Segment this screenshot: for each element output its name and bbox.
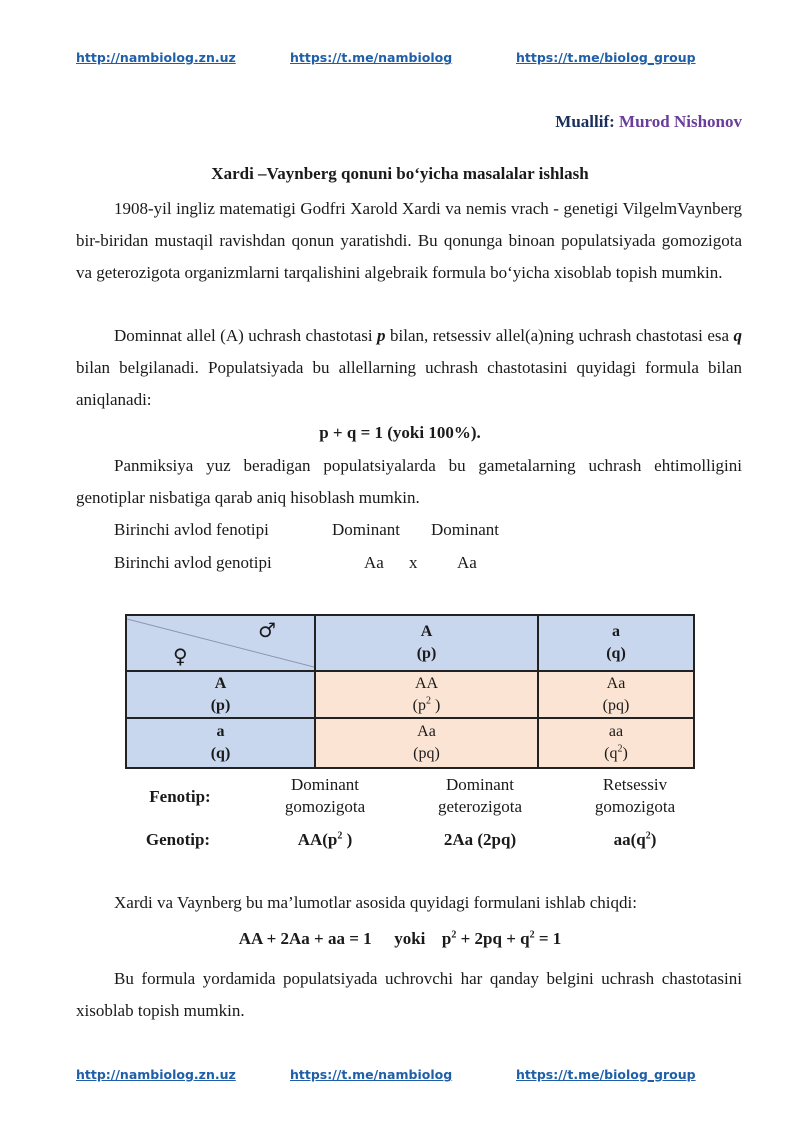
first-gen-genotype-2: Aa	[457, 553, 477, 572]
punnett-square	[125, 614, 695, 769]
summary-phenotype-3: Retsessiv gomozigota	[594, 775, 676, 816]
col-a-label: a	[612, 623, 620, 640]
author-name: Murod Nishonov	[619, 112, 742, 131]
cell-Aa-bottom	[315, 718, 538, 768]
summary-genotype-1: $AA(p^2$ )	[297, 830, 353, 849]
formula-frequency-sum: $p^2 + 2pq + q^2 = 1$	[441, 929, 562, 948]
row-a-label: a	[216, 723, 225, 740]
footer-link-telegram[interactable]: https://t.me/nambiolog	[290, 1067, 453, 1082]
paragraph-alleles	[76, 320, 742, 416]
summary-phenotype-2: Dominant geterozigota	[437, 775, 522, 816]
cell-Aa-top	[538, 671, 694, 718]
summary-genotype-3: $aa(q^2)$	[613, 830, 657, 849]
summary-fenotip-label: Fenotip:	[149, 787, 211, 806]
cell-Aa-bottom-genotype: Aa	[417, 723, 436, 740]
header-link-group[interactable]: https://t.me/biolog_group	[516, 50, 696, 65]
first-gen-genotype-label: Birinchi avlod genotipi	[114, 553, 272, 572]
cell-AA-genotype: AA	[414, 674, 439, 692]
row-header-a	[126, 718, 315, 768]
diagonal-line	[127, 617, 314, 669]
footer-link-group[interactable]: https://t.me/biolog_group	[516, 1067, 696, 1082]
cell-aa-genotype: aa	[608, 723, 624, 740]
cross-symbol: x	[409, 553, 418, 572]
paragraph-formula-intro-text: Xardi va Vaynberg bu ma’lumotlar asosida quyidagi formulani ishlab chiqdi:	[114, 893, 637, 912]
para2-text-c: bilan belgilanadi. Populatsiyada bu allellarning uchrash chastotasini quyidagi formula bilan aniqlanadi:	[76, 358, 742, 409]
formula-yoki: yoki	[394, 929, 426, 948]
row-header-A	[126, 671, 315, 718]
first-gen-phenotype-label: Birinchi avlod fenotipi	[114, 520, 269, 539]
summary-phenotype-1: Dominant gomozigota	[284, 775, 366, 816]
paragraph-formula-intro	[76, 887, 742, 919]
paragraph-panmixia-text: Panmiksiya yuz beradigan populatsiyalarda bu gametalarning uchrash ehtimolligini genotiplar nisbatiga qarab aniq hisoblash mumkin.	[76, 456, 742, 507]
page-title: Xardi –Vaynberg qonuni bo‘yicha masalalar ishlash	[211, 164, 589, 183]
female-icon: ♀	[173, 644, 188, 668]
col-A-label: A	[420, 623, 433, 640]
author-line	[555, 112, 742, 132]
formula-allele-sum: p + q = 1 (yoki 100%).	[319, 423, 481, 442]
row-A-freq: (p)	[210, 696, 231, 714]
paragraph-intro-text: 1908-yil ingliz matematigi Godfri Xarold Xardi va nemis vrach - genetigi VilgelmVaynberg bir-biridan mustaqil ravishdan qonun yaratishdi. Bu qonunga binoan populatsiyada gomozigota va geterozigota organizmlarni tarqalishini algebraik formula bo‘yicha xisoblab topish mumkin.	[76, 199, 742, 282]
footer-links	[0, 1067, 800, 1087]
cell-aa-freq: $(q^2)$	[604, 743, 628, 762]
author-label: Muallif:	[555, 112, 615, 131]
male-icon: ♂	[258, 618, 276, 642]
symbol-q: q	[733, 326, 742, 345]
row-a-freq: (q)	[210, 745, 231, 762]
header-link-telegram[interactable]: https://t.me/nambiolog	[290, 50, 453, 65]
para2-text-b: bilan, retsessiv allel(a)ning uchrash chastotasi esa	[385, 326, 734, 345]
col-A-freq: (p)	[416, 645, 437, 662]
header-links	[0, 50, 800, 70]
paragraph-panmixia	[76, 450, 742, 514]
paragraph-intro	[76, 193, 742, 289]
col-header-A	[315, 615, 538, 671]
para2-text-a: Dominnat allel (A) uchrash chastotasi	[114, 326, 378, 345]
summary-genotype-2: 2Aa (2pq)	[443, 830, 517, 849]
first-gen-phenotype-1: Dominant	[332, 520, 400, 539]
first-gen-genotype-1: Aa	[364, 553, 384, 572]
col-a-freq: (q)	[606, 645, 626, 662]
cell-Aa-bottom-freq: (pq)	[413, 745, 440, 762]
paragraph-conclusion-text: Bu formula yordamida populatsiyada uchrovchi har qanday belgini uchrash chastotasini xisoblab topish mumkin.	[76, 969, 742, 1020]
first-gen-phenotype-2: Dominant	[431, 520, 499, 539]
symbol-p: p	[377, 326, 386, 345]
cell-AA	[315, 671, 538, 718]
footer-link-site[interactable]: http://nambiolog.zn.uz	[76, 1067, 236, 1082]
row-A-label: A	[214, 674, 227, 692]
summary-genotip-label: Genotip:	[145, 830, 211, 849]
formula-hardy-weinberg	[0, 929, 800, 949]
cell-aa	[538, 718, 694, 768]
paragraph-conclusion	[76, 963, 742, 1027]
cell-Aa-top-freq: (pq)	[602, 696, 630, 714]
col-header-a	[538, 615, 694, 671]
formula-genotype-sum: AA + 2Aa + aa = 1	[238, 929, 372, 948]
header-link-site[interactable]: http://nambiolog.zn.uz	[76, 50, 236, 65]
cell-Aa-top-genotype: Aa	[606, 674, 626, 692]
corner-cell	[126, 615, 315, 671]
cell-AA-freq: ($p^2$ )	[412, 695, 441, 714]
